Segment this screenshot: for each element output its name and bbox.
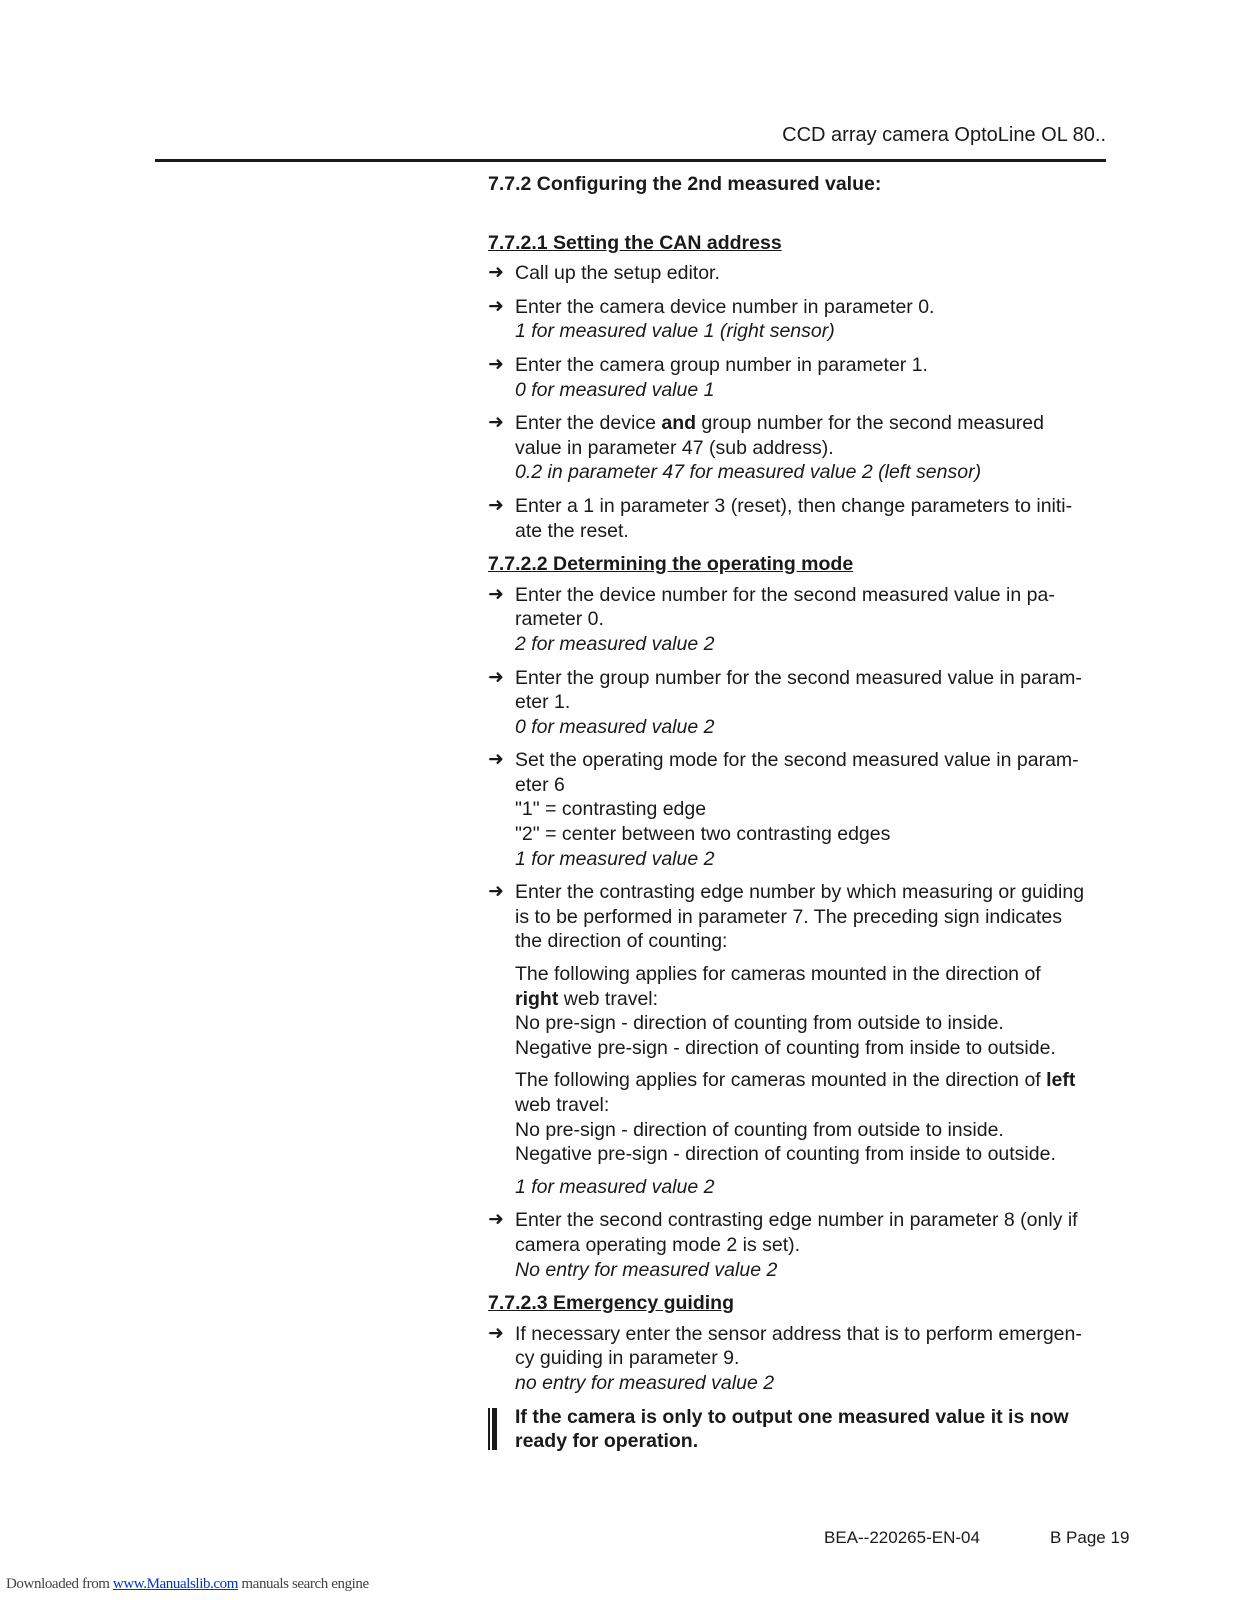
step-text: "2" = center between two contrasting edges (515, 823, 891, 846)
step-item (488, 1322, 1128, 1396)
step-note: 1 for measured value 2 (515, 847, 715, 870)
arrow-icon: ➜ (488, 412, 504, 434)
step-text: is to be performed in parameter 7. The preceding sign indicates (515, 905, 1063, 928)
step-text: Set the operating mode for the second measured value in param- (515, 749, 1079, 772)
paragraph-line: No pre-sign - direction of counting from outside to inside. (515, 1118, 1004, 1141)
subsection-heading-emergency-guiding: 7.7.2.3 Emergency guiding (488, 1292, 734, 1315)
paragraph-text-part: The following applies for cameras mounted in the direction of (515, 1069, 1047, 1092)
paragraph-line (515, 1068, 1128, 1093)
manualslib-link[interactable]: www.Manualslib.com (112, 1576, 239, 1592)
step-text: eter 6 (515, 773, 565, 796)
step-text: camera operating mode 2 is set). (515, 1233, 801, 1256)
step-text: eter 1. (515, 691, 571, 714)
arrow-icon: ➜ (488, 881, 504, 903)
step-text: the direction of counting: (515, 930, 728, 953)
notice-text: If the camera is only to output one measured value it is now (515, 1405, 1069, 1428)
step-text-bold: and (661, 412, 697, 435)
step-note: 0.2 in parameter 47 for measured value 2 (left sensor) (515, 461, 982, 484)
step-note: 1 for measured value 2 (515, 1175, 715, 1198)
step-text: Enter the second contrasting edge number in parameter 8 (only if (515, 1209, 1078, 1232)
arrow-icon: ➜ (488, 1209, 504, 1231)
step-text: Enter the camera device number in parameter 0. (515, 295, 935, 318)
step-item (488, 494, 1128, 543)
paragraph-line (515, 987, 1128, 1012)
step-item (488, 295, 1128, 344)
subsection-heading-can-address: 7.7.2.1 Setting the CAN address (488, 231, 782, 254)
step-item (488, 353, 1128, 402)
step-item (488, 1208, 1128, 1282)
notice-text: ready for operation. (515, 1430, 699, 1453)
arrow-icon: ➜ (488, 295, 504, 317)
step-note: no entry for measured value 2 (515, 1371, 775, 1394)
paragraph-bold: right (515, 987, 559, 1010)
page-content (488, 172, 1128, 1454)
step-text: Enter the group number for the second measured value in param- (515, 666, 1082, 689)
step-item (488, 748, 1128, 871)
paragraph-line: Negative pre-sign - direction of counting from inside to outside. (515, 1143, 1056, 1166)
arrow-icon: ➜ (488, 494, 504, 516)
paragraph-note (515, 1175, 1128, 1200)
section-title: 7.7.2 Configuring the 2nd measured value: (488, 173, 882, 195)
step-note: 2 for measured value 2 (515, 632, 715, 655)
step-text: Call up the setup editor. (515, 262, 720, 285)
paragraph-bold: left (1046, 1069, 1076, 1092)
step-text: cy guiding in parameter 9. (515, 1347, 740, 1370)
step-text-part: group number for the second measured (696, 412, 1044, 435)
arrow-icon: ➜ (488, 262, 504, 284)
arrow-icon: ➜ (488, 583, 504, 605)
step-text (515, 411, 1128, 436)
step-note: 0 for measured value 1 (515, 378, 715, 401)
document-code: BEA--220265-EN-04 (824, 1528, 980, 1547)
step-item (488, 261, 1128, 286)
step-item (488, 880, 1128, 1199)
notice-block (488, 1405, 1128, 1454)
paragraph-left-web-travel (515, 1068, 1128, 1166)
paragraph-text-part: web travel: (558, 987, 659, 1010)
document-header-title: CCD array camera OptoLine OL 80.. (782, 124, 1106, 146)
paragraph-right-web-travel (515, 962, 1128, 1060)
watermark-prefix: Downloaded from (6, 1576, 113, 1592)
step-text: Enter the contrasting edge number by which measuring or guiding (515, 881, 1085, 904)
arrow-icon: ➜ (488, 1322, 504, 1344)
arrow-icon: ➜ (488, 353, 504, 375)
step-text: ate the reset. (515, 519, 629, 542)
step-note: 0 for measured value 2 (515, 715, 715, 738)
arrow-icon: ➜ (488, 666, 504, 688)
paragraph-line: web travel: (515, 1094, 610, 1116)
step-note: 1 for measured value 1 (right sensor) (515, 320, 835, 343)
step-item (488, 666, 1128, 740)
header-divider (155, 159, 1106, 162)
notice-bars-icon (488, 1408, 497, 1450)
step-text: "1" = contrasting edge (515, 798, 707, 821)
step-text: If necessary enter the sensor address that is to perform emergen- (515, 1322, 1082, 1345)
download-watermark (6, 1576, 369, 1593)
paragraph-line: No pre-sign - direction of counting from outside to inside. (515, 1012, 1004, 1035)
subsection-heading-operating-mode: 7.7.2.2 Determining the operating mode (488, 553, 854, 576)
step-text: value in parameter 47 (sub address). (515, 436, 834, 459)
paragraph-line: The following applies for cameras mounted in the direction of (515, 963, 1041, 986)
step-text-part: Enter the device (515, 412, 662, 435)
arrow-icon: ➜ (488, 749, 504, 771)
step-item (488, 411, 1128, 485)
page-number: B Page 19 (1050, 1528, 1130, 1547)
step-text: Enter the camera group number in parameter 1. (515, 353, 928, 376)
step-text: Enter a 1 in parameter 3 (reset), then change parameters to initi- (515, 494, 1073, 517)
step-text: Enter the device number for the second measured value in pa- (515, 583, 1055, 606)
paragraph-line: Negative pre-sign - direction of counting from inside to outside. (515, 1036, 1056, 1059)
step-text: rameter 0. (515, 608, 604, 631)
watermark-suffix: manuals search engine (238, 1576, 369, 1592)
step-note: No entry for measured value 2 (515, 1258, 778, 1281)
step-item (488, 583, 1128, 657)
